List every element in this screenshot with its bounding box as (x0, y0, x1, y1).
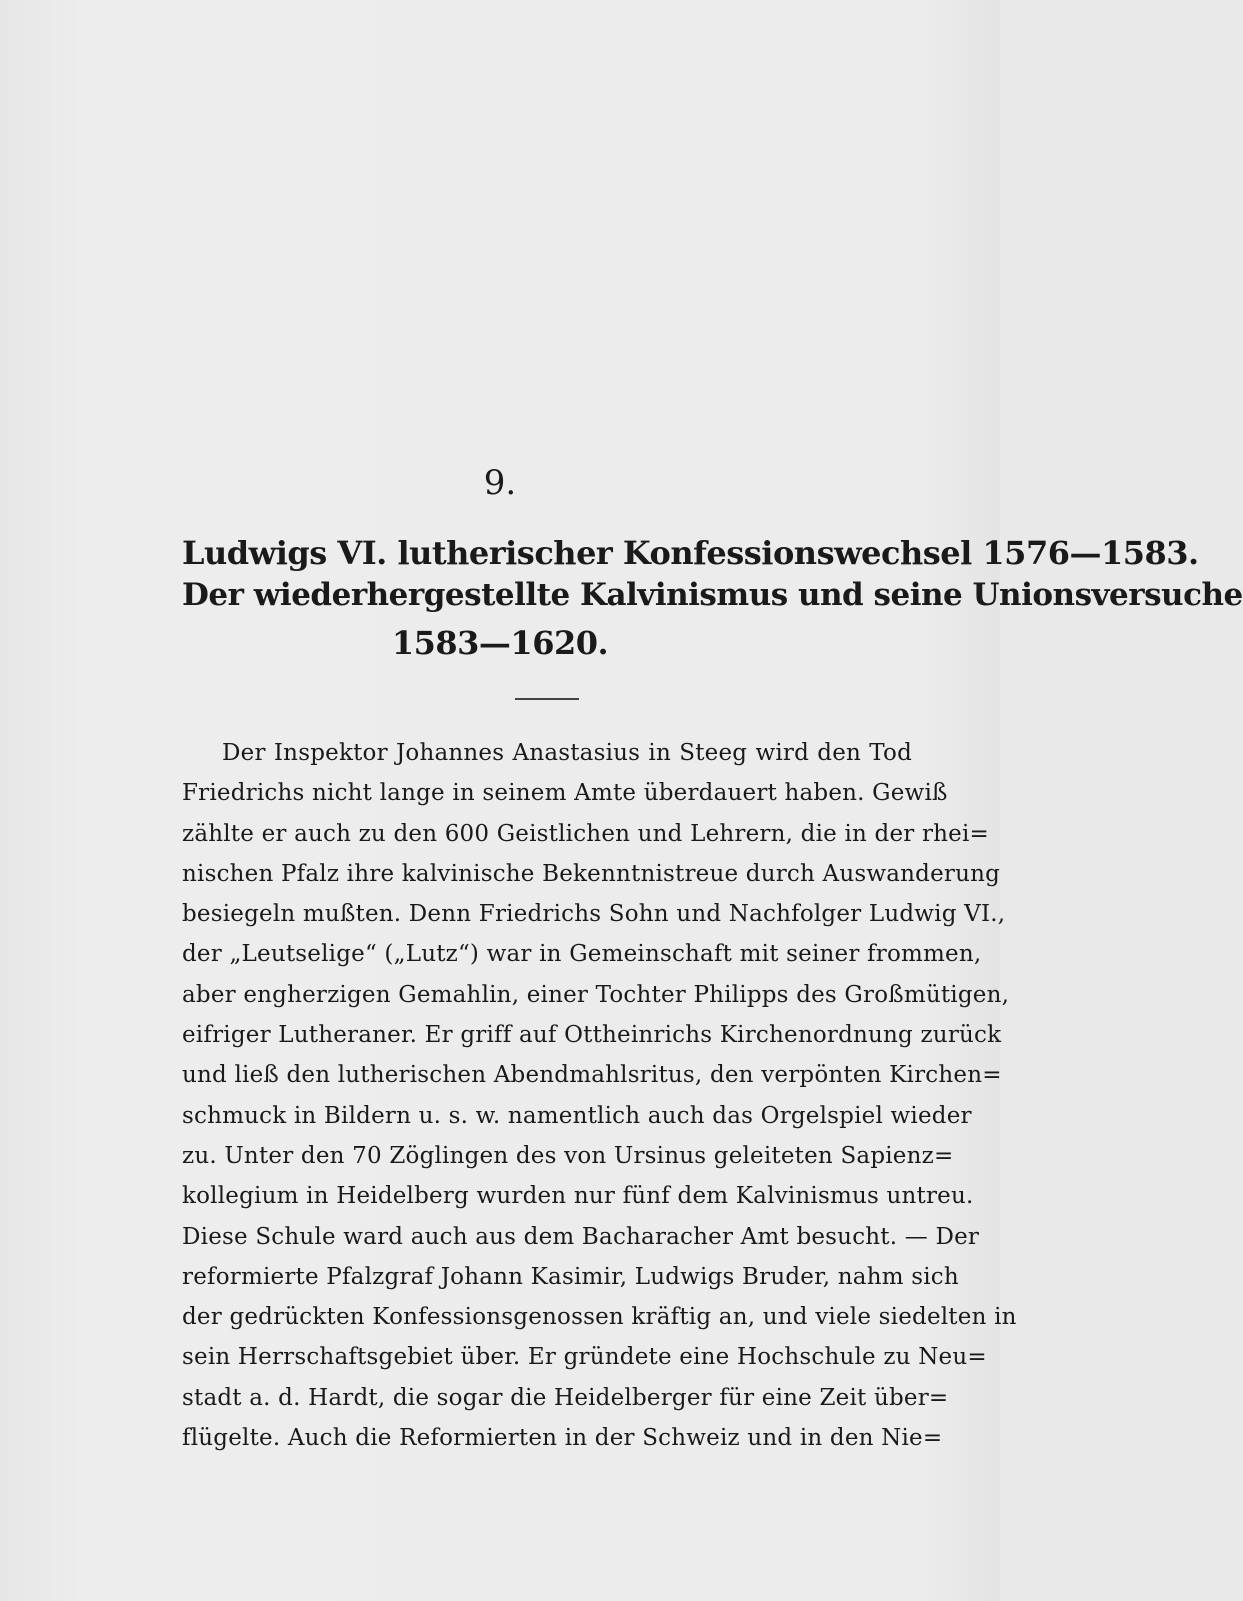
body-line: stadt a. d. Hardt, die sogar die Heidelberger für eine Zeit über= (182, 1384, 949, 1411)
body-line: besiegeln mußten. Denn Friedrichs Sohn und Nachfolger Ludwig VI., (182, 901, 1006, 928)
body-line: zählte er auch zu den 600 Geistlichen und Lehrern, die in der rhei= (182, 820, 990, 847)
body-line: aber engherzigen Gemahlin, einer Tochter Philipps des Großmütigen, (182, 981, 1010, 1008)
chapter-title-line-2: Der wiederhergestellte Kalvinismus und seine Unionsversuche (182, 577, 1243, 613)
chapter-title-line-1: Ludwigs VI. lutherischer Konfessionswechsel 1576—1583. (182, 534, 1199, 572)
body-line: Friedrichs nicht lange in seinem Amte überdauert haben. Gewiß (182, 780, 948, 807)
body-line: schmuck in Bildern u. s. w. namentlich auch das Orgelspiel wieder (182, 1102, 972, 1129)
body-paragraph (182, 733, 1017, 1458)
chapter-title-line-3: 1583—1620. (391, 624, 609, 662)
body-line: der gedrückten Konfessionsgenossen kräftig an, und viele siedelten in (182, 1304, 1017, 1331)
body-line: zu. Unter den 70 Zöglingen des von Ursinus geleiteten Sapienz= (182, 1142, 954, 1169)
body-line: Der Inspektor Johannes Anastasius in Steeg wird den Tod (222, 740, 912, 766)
body-line: eifriger Lutheraner. Er griff auf Ottheinrichs Kirchenordnung zurück (182, 1022, 1002, 1049)
body-line: flügelte. Auch die Reformierten in der Schweiz und in den Nie= (182, 1425, 943, 1452)
body-line: Diese Schule ward auch aus dem Bacharacher Amt besucht. — Der (182, 1223, 980, 1250)
body-line: und ließ den lutherischen Abendmahlsritus, den verpönten Kirchen= (182, 1062, 1002, 1089)
body-line: sein Herrschaftsgebiet über. Er gründete eine Hochschule zu Neu= (182, 1344, 987, 1371)
body-line: der „Leutselige“ („Lutz“) war in Gemeinschaft mit seiner frommen, (182, 941, 982, 968)
section-divider (515, 698, 579, 700)
body-line: nischen Pfalz ihre kalvinische Bekenntnistreue durch Auswanderung (182, 860, 1001, 887)
chapter-number: 9. (483, 463, 517, 503)
body-line: kollegium in Heidelberg wurden nur fünf dem Kalvinismus untreu. (182, 1183, 974, 1210)
body-line: reformierte Pfalzgraf Johann Kasimir, Ludwigs Bruder, nahm sich (182, 1263, 959, 1290)
